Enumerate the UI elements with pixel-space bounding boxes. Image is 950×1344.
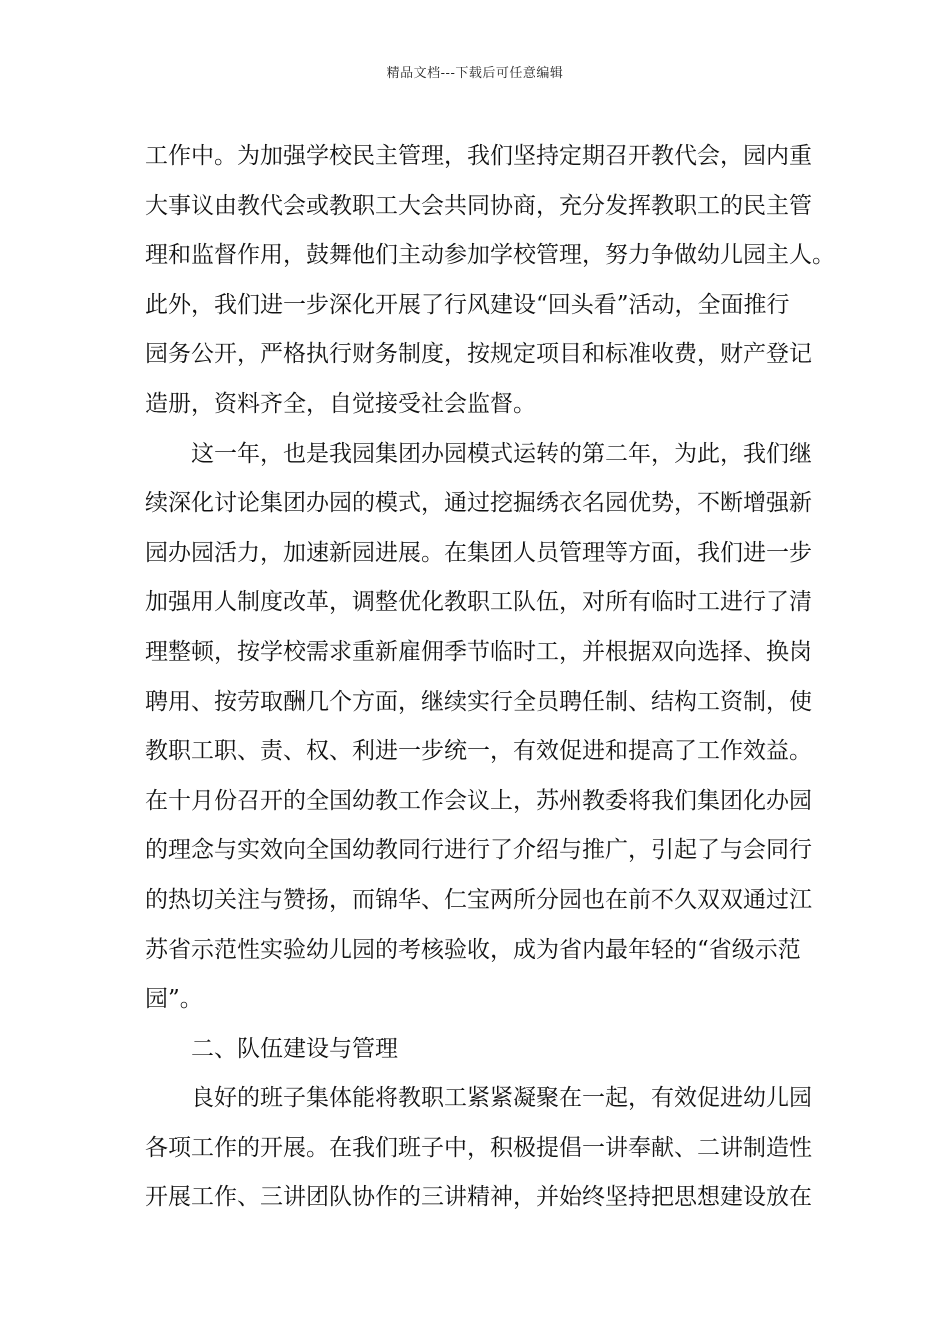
text-line: 工作中。为加强学校民主管理，我们坚持定期召开教代会，园内重 bbox=[145, 143, 812, 169]
text-line: 教职工职、责、权、利进一步统一，有效促进和提高了工作效益。 bbox=[145, 738, 812, 765]
section-heading: 二、队伍建设与管理 bbox=[191, 1035, 398, 1062]
text-line: 园务公开，严格执行财务制度，按规定项目和标准收费，财产登记 bbox=[145, 341, 812, 368]
text-line: 的理念与实效向全国幼教同行进行了介绍与推广，引起了与会同行 bbox=[145, 837, 812, 864]
text-line: 此外，我们进一步深化开展了行风建设“回头看”活动，全面推行 bbox=[145, 291, 790, 318]
text-line: 园办园活力，加速新园进展。在集团人员管理等方面，我们进一步 bbox=[145, 539, 812, 566]
text-line: 开展工作、三讲团队协作的三讲精神，并始终坚持把思想建设放在 bbox=[145, 1184, 812, 1211]
text-line: 园”。 bbox=[145, 986, 203, 1013]
text-line: 的热切关注与赞扬，而锦华、仁宝两所分园也在前不久双双通过江 bbox=[145, 886, 812, 913]
document-body bbox=[145, 132, 835, 1223]
paragraph-first-line: 这一年，也是我园集团办园模式运转的第二年，为此，我们继 bbox=[191, 440, 812, 467]
paragraph-first-line: 良好的班子集体能将教职工紧紧凝聚在一起，有效促进幼儿园 bbox=[191, 1085, 812, 1112]
text-line: 大事议由教代会或教职工大会共同协商，充分发挥教职工的民主管 bbox=[145, 192, 812, 219]
text-line: 理整顿，按学校需求重新雇佣季节临时工，并根据双向选择、换岗 bbox=[145, 638, 812, 665]
text-line: 续深化讨论集团办园的模式，通过挖掘绣衣名园优势，不断增强新 bbox=[145, 490, 812, 517]
text-line: 加强用人制度改革，调整优化教职工队伍，对所有临时工进行了清 bbox=[145, 589, 812, 616]
text-line: 在十月份召开的全国幼教工作会议上，苏州教委将我们集团化办园 bbox=[145, 787, 812, 814]
page-header: 精品文档---下载后可任意编辑 bbox=[386, 66, 564, 81]
text-line: 聘用、按劳取酬几个方面，继续实行全员聘任制、结构工资制，使 bbox=[145, 688, 812, 715]
text-line: 苏省示范性实验幼儿园的考核验收，成为省内最年轻的“省级示范 bbox=[145, 936, 801, 963]
text-line: 理和监督作用，鼓舞他们主动参加学校管理，努力争做幼儿园主人。 bbox=[145, 242, 835, 269]
text-line: 造册，资料齐全，自觉接受社会监督。 bbox=[145, 390, 536, 417]
text-line: 各项工作的开展。在我们班子中，积极提倡一讲奉献、二讲制造性 bbox=[145, 1134, 812, 1161]
